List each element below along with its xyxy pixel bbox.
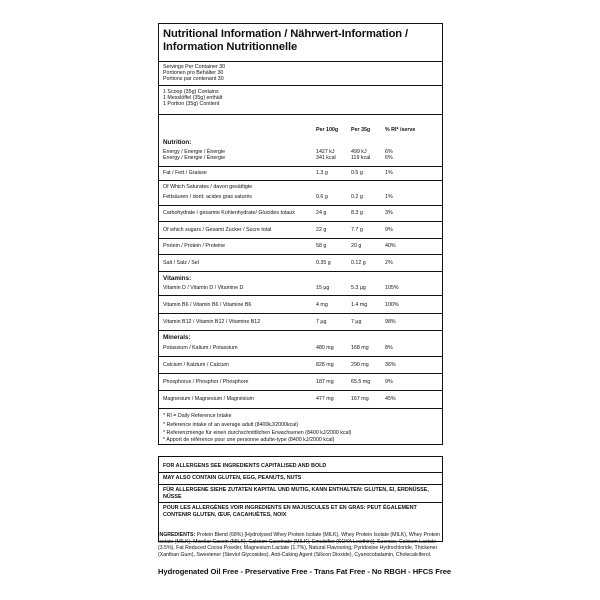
divider: [159, 221, 442, 222]
nutrient-per35: 167 mg: [351, 396, 369, 402]
nutrient-label: Vitamin B6 / Vitamin B6 / Vitamine B6: [163, 302, 252, 308]
ingredients-block: [158, 532, 443, 558]
col-header-ri: % RI* /serve: [385, 127, 416, 133]
divider: [159, 238, 442, 239]
divider: [159, 330, 442, 331]
divider: [159, 61, 442, 62]
vitamins-heading: Vitamins:: [163, 275, 192, 282]
nutrient-label: Vitamin B12 / Vitamin B12 / Vitamine B12: [163, 319, 261, 325]
divider: [159, 390, 442, 391]
servings-line: Portions par contenant 30: [163, 76, 224, 82]
col-header-per100: Per 100g: [316, 127, 339, 133]
nutrient-label: Energy / Energie / Énergie: [163, 155, 226, 161]
nutrient-per35: 1.4 mg: [351, 302, 368, 308]
nutrient-label: Magnesium / Magnesium / Magnésium: [163, 396, 254, 402]
nutrient-ri: 2%: [385, 260, 393, 266]
nutrient-per35: 8.3 g: [351, 210, 363, 216]
nutrient-per35: 0.2 g: [351, 194, 363, 200]
nutrient-per35: 20 g: [351, 243, 362, 249]
nutrient-ri: 6%: [385, 149, 393, 155]
nutrient-ri: 1%: [385, 194, 393, 200]
divider: [159, 373, 442, 374]
nutrient-label: Of which sugars / Gesamt Zucker / Sucre total: [163, 227, 272, 233]
nutrient-per100: 4 mg: [316, 302, 328, 308]
nutrient-per35: 0.12 g: [351, 260, 366, 266]
divider: [159, 205, 442, 206]
nutrient-ri: 40%: [385, 243, 396, 249]
nutrient-per100: 0.6 g: [316, 194, 328, 200]
nutrient-per100: 1.3 g: [316, 170, 328, 176]
footnote: * RI = Daily Reference Intake: [163, 413, 232, 419]
footnote: * Reference intake of an average adult (8400kJ/2000kcal): [163, 422, 299, 428]
nutrient-per100: 22 g: [316, 227, 327, 233]
minerals-heading: Minerals:: [163, 334, 191, 341]
nutrient-per35: 7.7 g: [351, 227, 363, 233]
servings-line: Servings Per Container 30: [163, 64, 226, 70]
nutrient-ri: 98%: [385, 319, 396, 325]
nutrient-per100: 15 µg: [316, 285, 330, 291]
nutrient-ri: 9%: [385, 227, 393, 233]
footnote: * Referenzmenge für einen durchschnittlichen Erwachsenen (8400 kJ/2000 kcal): [163, 430, 352, 436]
nutrient-ri: 105%: [385, 285, 399, 291]
scoop-line: 1 Portion (35g) Contient: [163, 101, 220, 107]
nutrient-label: Carbohydrate / gesamte Kohlenhydrate/ Glucides totaux: [163, 210, 295, 216]
nutrient-ri: 100%: [385, 302, 399, 308]
nutrient-per100: 828 mg: [316, 362, 334, 368]
nutrient-label: Salt / Salz / Sel: [163, 260, 199, 266]
nutrient-per100: 0.35 g: [316, 260, 331, 266]
nutrient-ri: 9%: [385, 379, 393, 385]
nutrient-ri: 45%: [385, 396, 396, 402]
col-header-per35: Per 35g: [351, 127, 371, 133]
nutrient-per35: 65.5 mg: [351, 379, 371, 385]
nutrient-per100: 341 kcal: [316, 155, 336, 161]
divider: [159, 408, 442, 409]
nutrient-per35: 119 kcal: [351, 155, 371, 161]
nutrient-label: Energy / Energie / Énergie: [163, 149, 226, 155]
allergen-line: POUR LES ALLERGÈNES VOIR INGREDIENTS EN MAJUSCULES ET EN GRAS: PEUT ÉGALEMENT CONTENIR GLUTEN, ŒUF, CACAHUÈTES, NOIX: [163, 505, 417, 518]
nutrient-per100: 1427 kJ: [316, 149, 335, 155]
nutrient-ri: 36%: [385, 362, 396, 368]
divider: [159, 472, 442, 473]
ingredients-label: INGREDIENTS:: [158, 532, 196, 538]
divider: [159, 295, 442, 296]
nutrient-per100: 480 mg: [316, 345, 334, 351]
divider: [159, 114, 442, 115]
allergen-line: MAY ALSO CONTAIN GLUTEN, EGG, PEANUTS, NUTS: [163, 475, 302, 481]
allergen-panel: [158, 456, 443, 542]
allergen-line: FÜR ALLERGENE SIEHE ZUTATEN KAPITAL UND MUTIG, KANN ENTHALTEN: GLUTEN, EI, ERDNÜSSE, NÜSSE: [163, 487, 429, 500]
nutrient-label: Fettsäuren / dont: acides gras saturés: [163, 194, 252, 200]
nutrient-ri: 3%: [385, 210, 393, 216]
free-from-line: Hydrogenated Oil Free - Preservative Free - Trans Fat Free - No RBGH - HFCS Free: [158, 567, 452, 576]
nutrient-per35: 0.5 g: [351, 170, 363, 176]
nutrient-label: Calcium / Kalzium / Calcium: [163, 362, 229, 368]
nutrient-label: Protein / Protein / Proteine: [163, 243, 226, 249]
divider: [159, 356, 442, 357]
divider: [159, 166, 442, 167]
divider: [159, 502, 442, 503]
panel-title: Nutritional Information / Nährwert-Information / Information Nutritionnelle: [163, 28, 409, 53]
divider: [159, 85, 442, 86]
nutrient-per35: 7 µg: [351, 319, 362, 325]
nutrient-per100: 477 mg: [316, 396, 334, 402]
nutrient-label: Potassium / Kalium / Potassium: [163, 345, 238, 351]
divider: [159, 180, 442, 181]
nutrient-per100: 58 g: [316, 243, 327, 249]
nutrient-label: Phosphorus / Phosphor / Phosphore: [163, 379, 249, 385]
nutrient-per35: 499 kJ: [351, 149, 367, 155]
nutrient-per35: 168 mg: [351, 345, 369, 351]
divider: [159, 484, 442, 485]
scoop-line: 1 Scoop (35g) Contains: [163, 89, 219, 95]
nutrient-per35: 5.3 µg: [351, 285, 366, 291]
nutrient-per100: 187 mg: [316, 379, 334, 385]
servings-line: Portionen pro Behälter 30: [163, 70, 224, 76]
nutrient-per35: 290 mg: [351, 362, 369, 368]
nutrient-label: Vitamin D / Vitamin D / Vitamine D: [163, 285, 244, 291]
nutrient-per100: 24 g: [316, 210, 327, 216]
nutrition-heading: Nutrition:: [163, 139, 192, 146]
allergen-line: FOR ALLERGENS SEE INGREDIENTS CAPITALISED AND BOLD: [163, 463, 327, 469]
nutrient-ri: 8%: [385, 345, 393, 351]
footnote: * Apport de référence pour une personne adulte-type (8400 kJ/2000 kcal): [163, 437, 335, 443]
nutrient-ri: 1%: [385, 170, 393, 176]
nutrient-per100: 7 µg: [316, 319, 327, 325]
divider: [159, 271, 442, 272]
nutrition-panel: [158, 23, 443, 445]
nutrient-label: Of Which Saturates / davon gesättigte: [163, 184, 253, 190]
divider: [159, 254, 442, 255]
divider: [159, 313, 442, 314]
scoop-line: 1 Messlöffel (35g) enthält: [163, 95, 223, 101]
nutrient-ri: 6%: [385, 155, 393, 161]
ingredients-text: Protein Blend (68%) [Hydrolysed Whey Protein Isolate (MILK), Whey Protein Isolate (MILK), Whey Protein Isolate (MILK), Micellar Casein (MILK), Calcium Caseinate (MILK), Emulsifier (SOYA Lecithin)], Sucrose, Calcium Lactate (3.5%), Fat Reduced Cocoa Powder, Magnesium Lactate (1.7%), Natural Flavouring, Pyridoxine Hydrochloride, Thickener (Xanthan Gum), Sweetener (Steviol Glycosides), Anti-Caking Agent (Silicon Dioxide), Cyanocobalamin, Cholecalciferol.: [158, 532, 440, 558]
nutrient-label: Fat / Fett / Graisse: [163, 170, 207, 176]
